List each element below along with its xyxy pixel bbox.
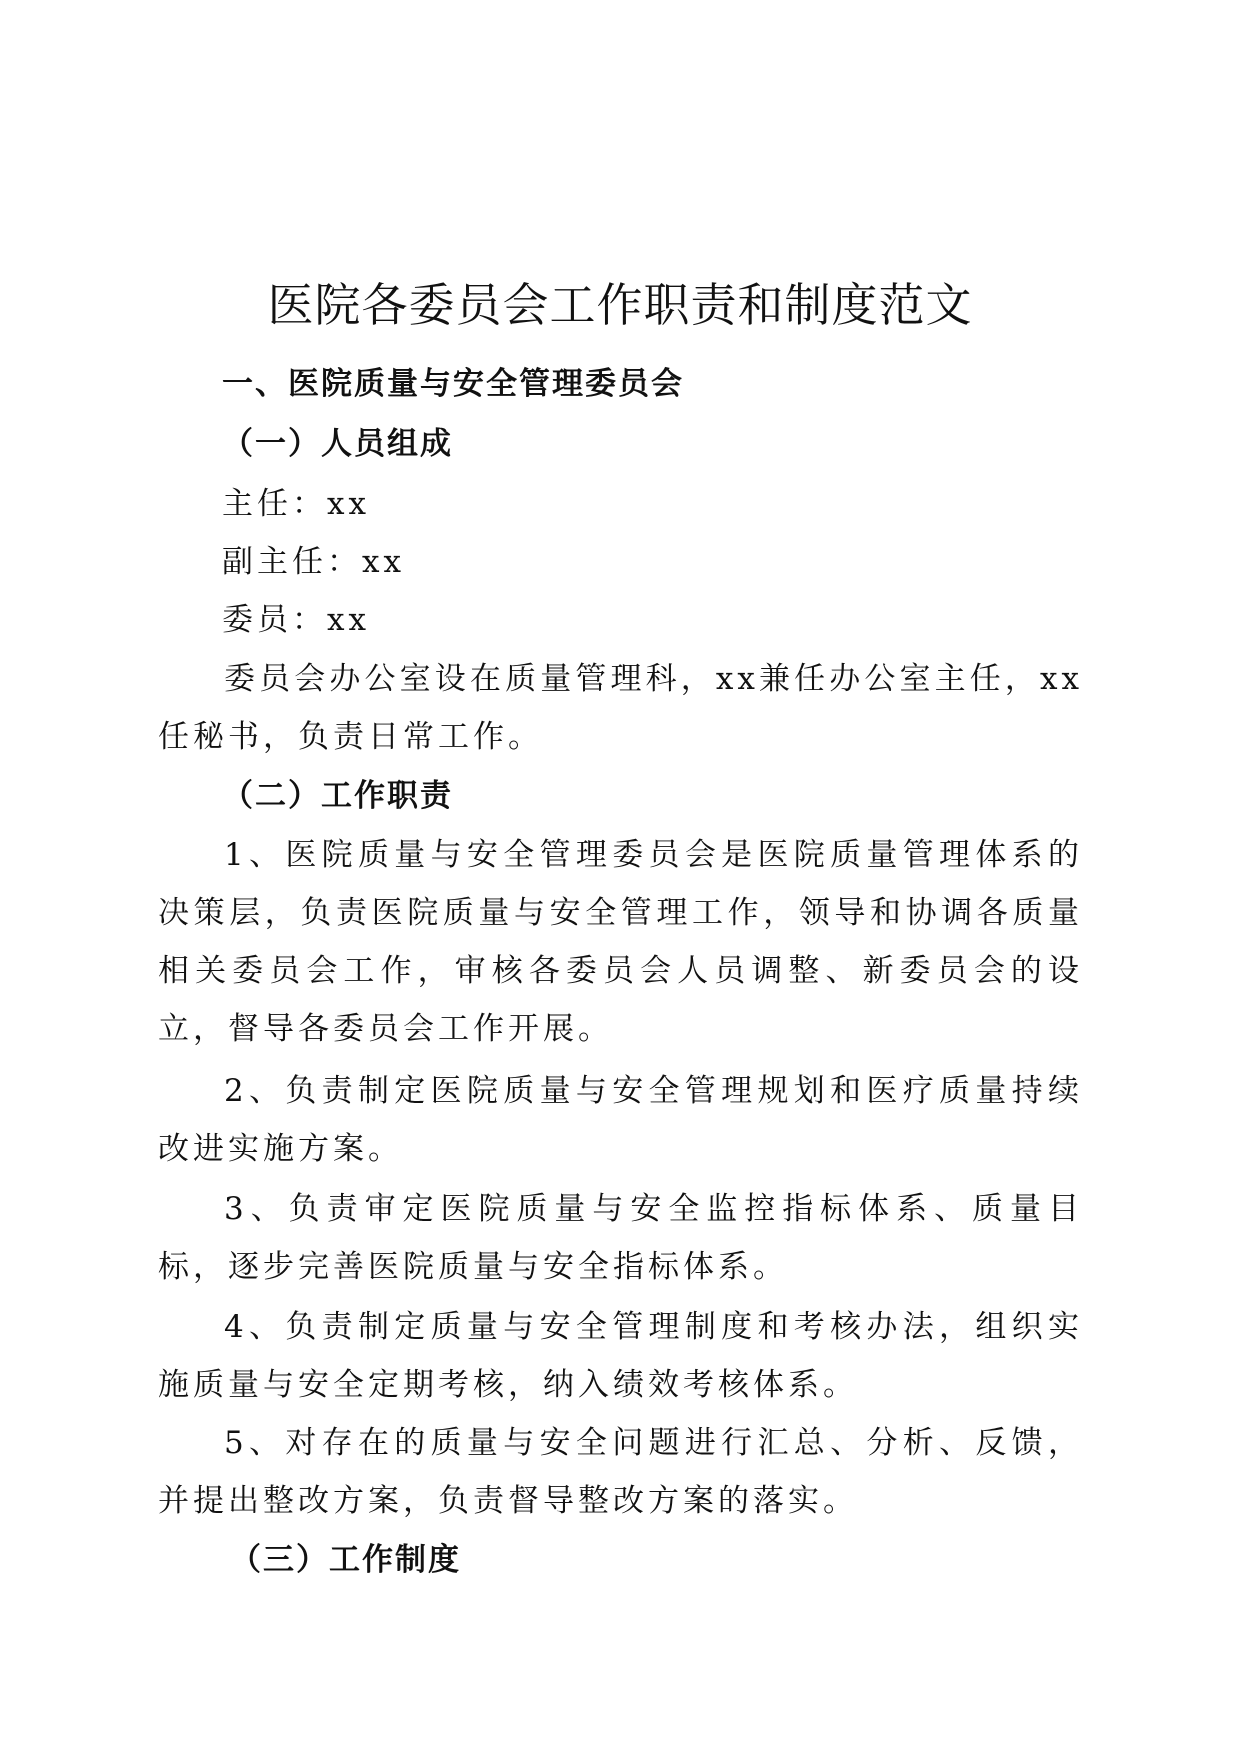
office-paragraph: 委员会办公室设在质量管理科，xx兼任办公室主任，xx任秘书，负责日常工作。	[158, 661, 1083, 755]
duty-item-2: 2、负责制定医院质量与安全管理规划和医疗质量持续改进实施方案。	[158, 1073, 1083, 1167]
document-title: 医院各委员会工作职责和制度范文	[267, 278, 973, 332]
member-director: 主任：xx	[222, 486, 370, 522]
subsection-heading-rules: （三）工作制度	[230, 1542, 461, 1578]
duty-item-5: 5、对存在的质量与安全问题进行汇总、分析、反馈，并提出整改方案，负责督导整改方案的落实。	[158, 1425, 1083, 1519]
duty-item-1: 1、医院质量与安全管理委员会是医院质量管理体系的决策层，负责医院质量与安全管理工作，领导和协调各质量相关委员会工作，审核各委员会人员调整、新委员会的设立，督导各委员会工作开展。	[158, 837, 1083, 1047]
member-committee: 委员：xx	[222, 602, 370, 638]
subsection-heading-personnel: （一）人员组成	[222, 426, 453, 462]
duty-item-4: 4、负责制定质量与安全管理制度和考核办法，组织实施质量与安全定期考核，纳入绩效考核体系。	[158, 1309, 1083, 1403]
section-heading-1: 一、医院质量与安全管理委员会	[222, 366, 684, 402]
member-deputy-director: 副主任：xx	[222, 544, 405, 580]
subsection-heading-duties: （二）工作职责	[222, 778, 453, 814]
duty-item-3: 3、负责审定医院质量与安全监控指标体系、质量目标，逐步完善医院质量与安全指标体系。	[158, 1191, 1083, 1285]
